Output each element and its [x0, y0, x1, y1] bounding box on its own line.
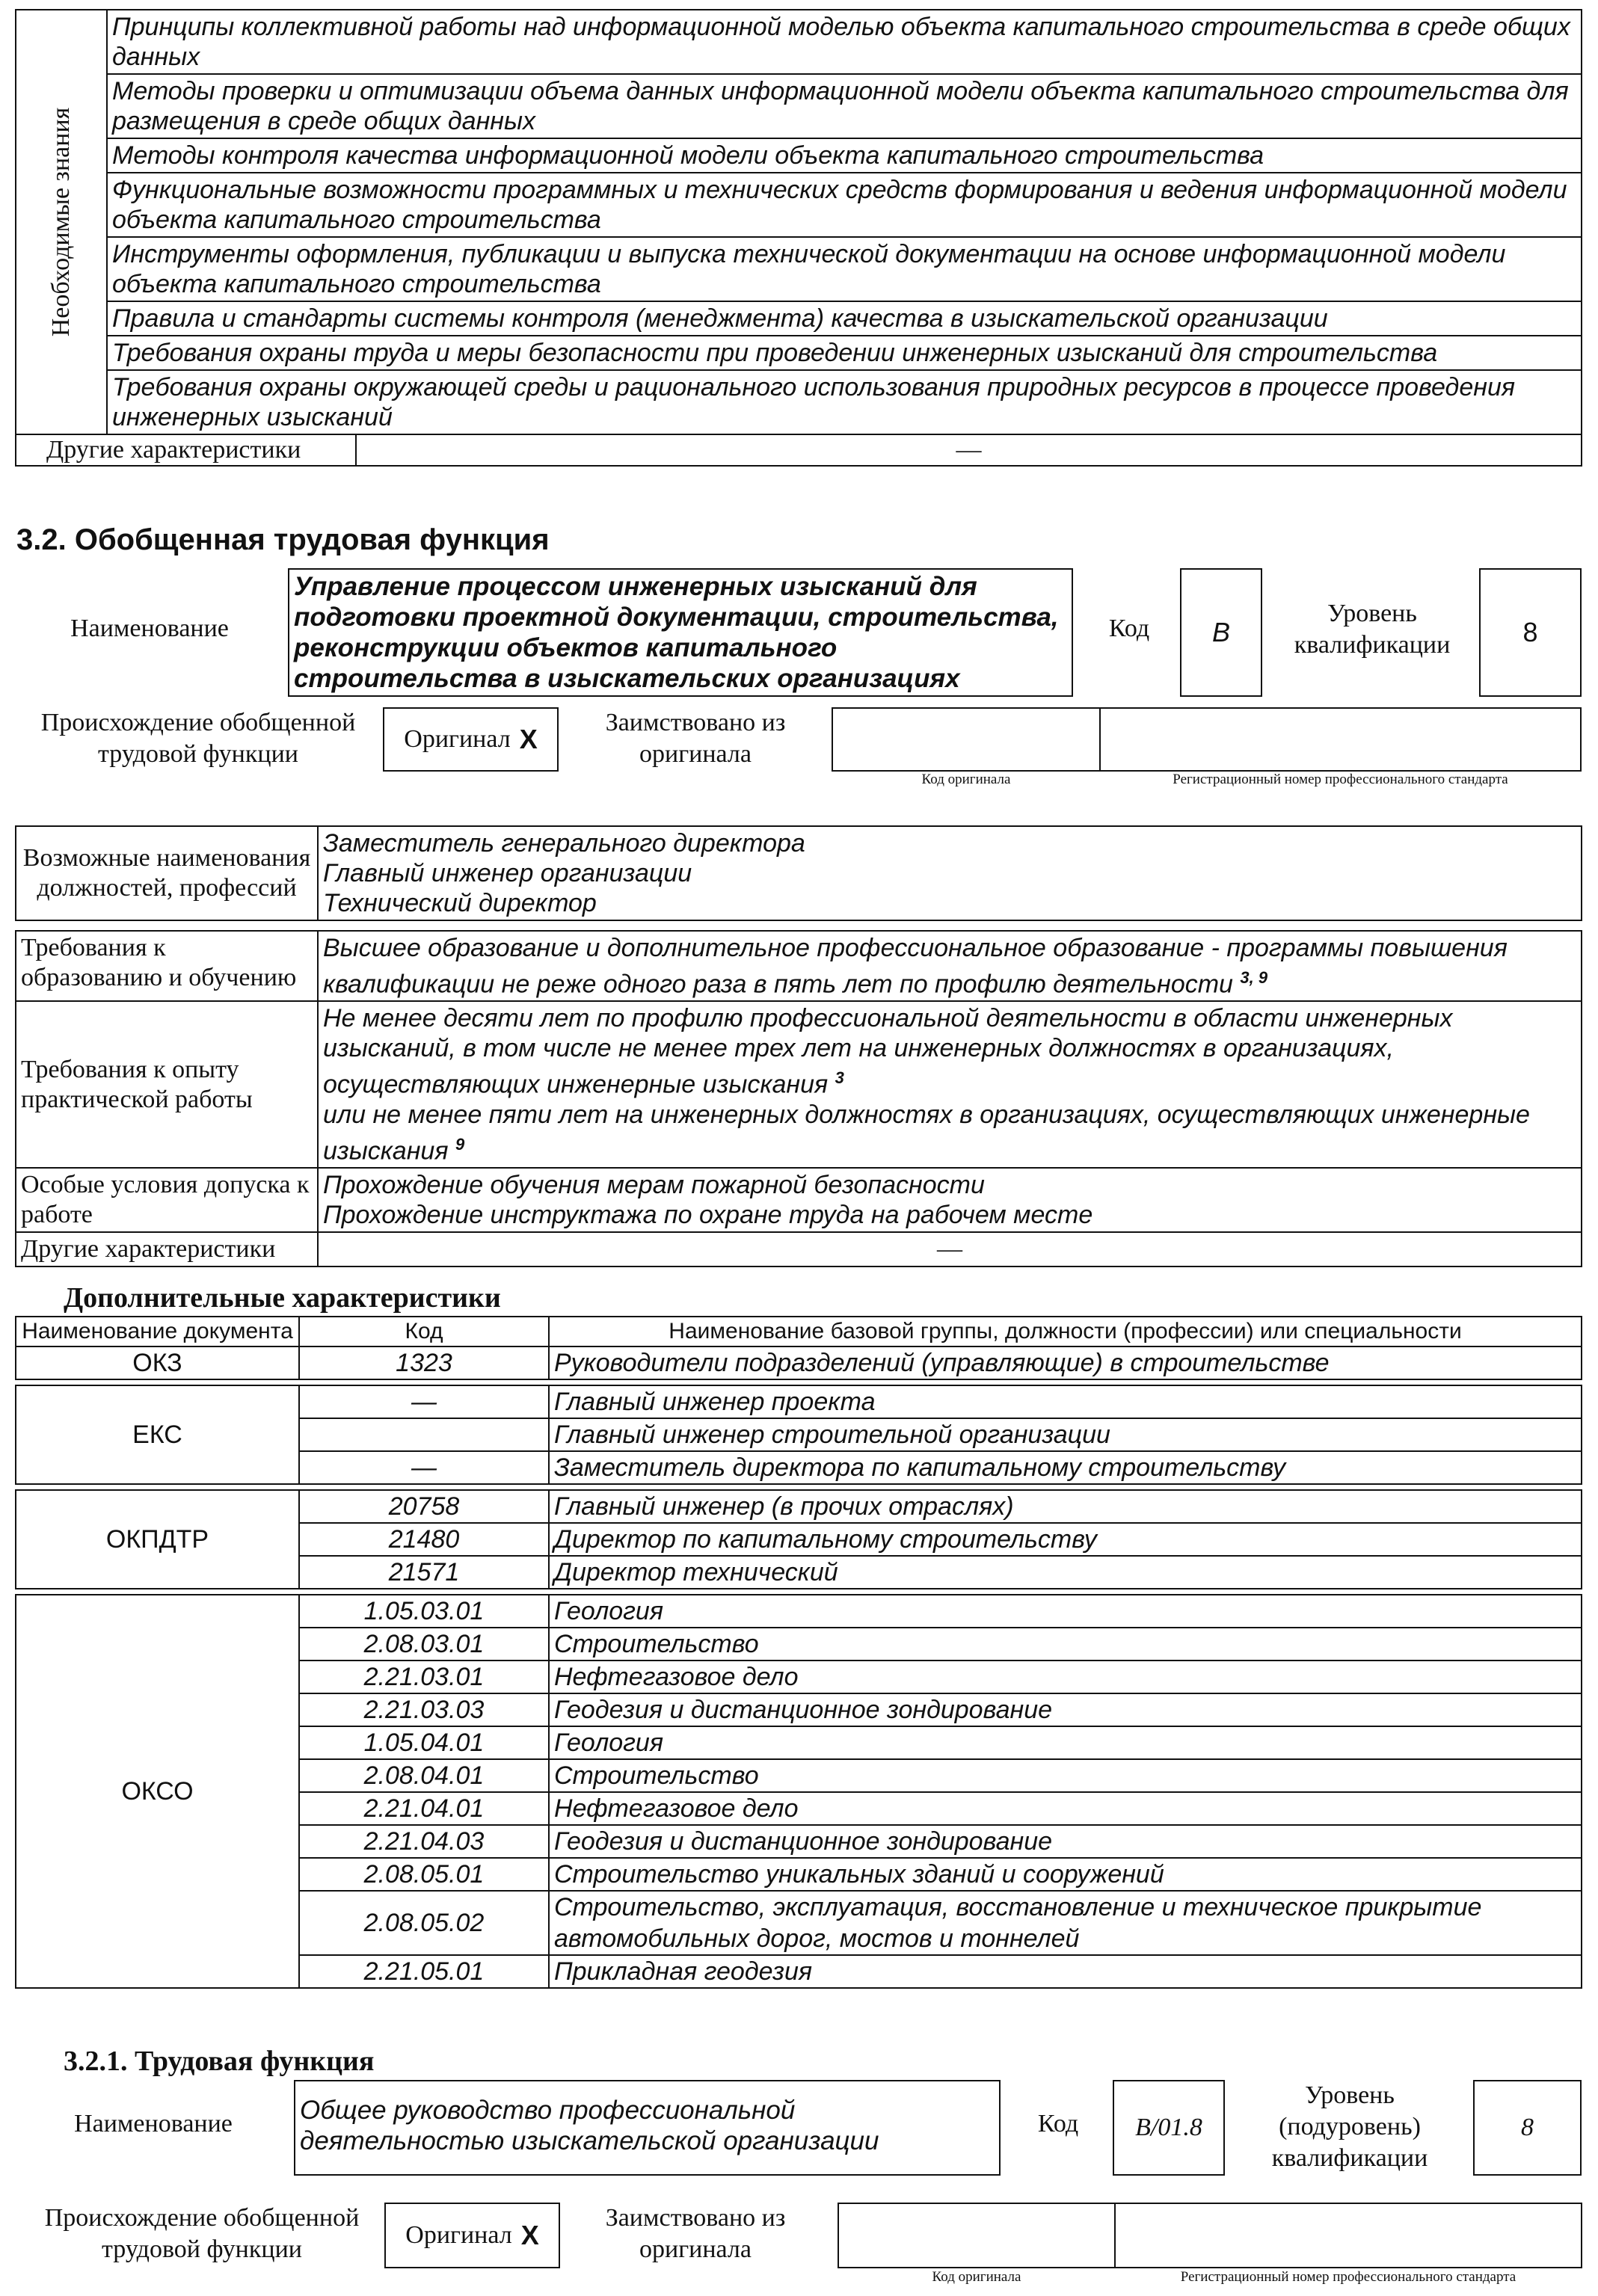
name-cell: Нефтегазовое дело	[549, 1661, 1582, 1693]
name-cell: Прикладная геодезия	[549, 1955, 1582, 1988]
positions-values	[318, 826, 1582, 920]
position-item: Главный инженер организации	[323, 859, 692, 887]
positions-label: Возможные наименования должностей, профессий	[16, 826, 318, 920]
gtf-code-label: Код	[1108, 615, 1150, 642]
req-other-label: Другие характеристики	[16, 1232, 318, 1267]
gtf-original-mark: X	[519, 724, 538, 754]
knowledge-other-label: Другие характеристики	[16, 435, 357, 465]
knowledge-side-label: Необходимые знания	[47, 107, 75, 337]
doc-cell: ОКПДТР	[16, 1490, 299, 1589]
table-row	[16, 931, 1582, 1001]
tf-original-label: Оригинал	[405, 2221, 512, 2249]
tf-borrowed-label: Заимствовано из оригинала	[605, 2204, 786, 2263]
name-cell: Строительство уникальных зданий и сооружений	[549, 1858, 1582, 1891]
group-gap-cell	[16, 1484, 1582, 1490]
code-cell: 2.21.03.03	[299, 1693, 549, 1726]
knowledge-item: Функциональные возможности программных и технических средств формирования и ведения информационной модели объекта капитального строительства	[107, 173, 1582, 237]
knowledge-item: Методы контроля качества информационной модели объекта капитального строительства	[107, 138, 1582, 173]
extra-body	[16, 1346, 1582, 1988]
doc-cell: ОКСО	[16, 1595, 299, 1988]
gtf-heading: 3.2. Обобщенная трудовая функция	[16, 523, 550, 556]
name-cell: Геология	[549, 1726, 1582, 1759]
knowledge-side-cell	[16, 10, 107, 434]
code-cell: —	[299, 1451, 549, 1484]
table-row	[16, 336, 1582, 370]
experience-cell	[318, 1001, 1582, 1168]
col-doc-header: Наименование документа	[16, 1317, 299, 1346]
name-cell: Геодезия и дистанционное зондирование	[549, 1693, 1582, 1726]
special-item: Прохождение обучения мерам пожарной безопасности	[323, 1170, 985, 1199]
table-row	[16, 1595, 1582, 1628]
table-row	[16, 173, 1582, 237]
tf-origin-label: Происхождение обобщенной трудовой функции	[44, 2204, 360, 2263]
knowledge-item: Инструменты оформления, публикации и выпуска технической документации на основе информационной модели объекта капитального строительства	[107, 237, 1582, 301]
group-gap	[16, 1589, 1582, 1595]
code-cell: 2.08.05.02	[299, 1891, 549, 1955]
position-item: Технический директор	[323, 889, 597, 917]
code-cell	[299, 1418, 549, 1451]
requirements-table	[15, 930, 1582, 1267]
table-row	[16, 1168, 1582, 1232]
tf-heading: 3.2.1. Трудовая функция	[64, 2046, 375, 2077]
position-item: Заместитель генерального директора	[323, 829, 805, 858]
gtf-orig-code-box	[832, 707, 1101, 772]
name-cell: Директор технический	[549, 1556, 1582, 1589]
gtf-name-value: Управление процессом инженерных изысканий для подготовки проектной документации, строительства, реконструкции объектов капитального строительства в изыскательских организациях	[288, 568, 1073, 697]
knowledge-other-row	[16, 434, 1582, 466]
name-cell: Строительство	[549, 1759, 1582, 1792]
code-cell: —	[299, 1385, 549, 1418]
table-row	[16, 434, 1582, 466]
tf-level-value: 8	[1473, 2080, 1582, 2176]
education-label: Требования к образованию и обучению	[16, 931, 318, 1001]
table-row	[16, 826, 1582, 920]
code-cell: 1.05.04.01	[299, 1726, 549, 1759]
table-row	[16, 1346, 1582, 1379]
name-cell: Строительство, эксплуатация, восстановление и техническое прикрытие автомобильных дорог, мостов и тоннелей	[549, 1891, 1582, 1955]
group-gap-cell	[16, 1379, 1582, 1385]
gtf-orig-code-caption: Код оригинала	[921, 772, 1011, 787]
education-value: Высшее образование и дополнительное профессиональное образование - программы повышения квалификации не реже одного раза в пять лет по профилю деятельности	[323, 934, 1508, 999]
code-cell: 21571	[299, 1556, 549, 1589]
name-cell: Строительство	[549, 1628, 1582, 1661]
tf-name-value: Общее руководство профессиональной деятельностью изыскательской организации	[294, 2080, 1001, 2176]
tf-reg-num-caption: Регистрационный номер профессионального стандарта	[1180, 2269, 1516, 2285]
name-cell: Руководители подразделений (управляющие) в строительстве	[549, 1346, 1582, 1379]
gtf-level-value: 8	[1479, 568, 1582, 697]
table-row	[16, 237, 1582, 301]
table-row	[16, 1001, 1582, 1168]
special-label: Особые условия допуска к работе	[16, 1168, 318, 1232]
table-row	[16, 1490, 1582, 1523]
education-cell	[318, 931, 1582, 1001]
knowledge-item: Требования охраны окружающей среды и рационального использования природных ресурсов в процессе проведения инженерных изысканий	[107, 370, 1582, 434]
name-cell: Главный инженер строительной организации	[549, 1418, 1582, 1451]
name-cell: Геодезия и дистанционное зондирование	[549, 1825, 1582, 1858]
knowledge-other-value: —	[956, 436, 982, 464]
gtf-reg-num-caption: Регистрационный номер профессионального стандарта	[1173, 772, 1508, 787]
tf-code-value: B/01.8	[1113, 2080, 1225, 2176]
positions-table	[15, 825, 1582, 921]
group-gap	[16, 1484, 1582, 1490]
gtf-reg-num-box	[1099, 707, 1582, 772]
name-cell: Главный инженер проекта	[549, 1385, 1582, 1418]
code-cell: 2.21.03.01	[299, 1661, 549, 1693]
group-gap	[16, 1379, 1582, 1385]
group-gap-cell	[16, 1589, 1582, 1595]
table-row	[16, 138, 1582, 173]
special-cell	[318, 1168, 1582, 1232]
name-cell: Директор по капитальному строительству	[549, 1523, 1582, 1556]
table-row	[16, 301, 1582, 336]
table-row	[16, 74, 1582, 138]
special-item: Прохождение инструктажа по охране труда на рабочем месте	[323, 1200, 1093, 1229]
code-cell: 2.08.03.01	[299, 1628, 549, 1661]
gtf-level-label: Уровень квалификации	[1294, 600, 1451, 659]
gtf-origin-label: Происхождение обобщенной трудовой функции	[40, 709, 356, 768]
name-cell: Заместитель директора по капитальному строительству	[549, 1451, 1582, 1484]
code-cell: 2.21.04.01	[299, 1792, 549, 1825]
experience-note-1: 3	[835, 1068, 844, 1088]
code-cell: 2.08.05.01	[299, 1858, 549, 1891]
knowledge-item: Требования охраны труда и меры безопасности при проведении инженерных изысканий для строительства	[107, 336, 1582, 370]
gtf-name-label: Наименование	[70, 615, 229, 642]
gtf-borrowed-label: Заимствовано из оригинала	[605, 709, 786, 768]
table-row	[16, 1385, 1582, 1418]
gtf-original-label: Оригинал	[404, 725, 511, 753]
gtf-code-value: B	[1180, 568, 1262, 697]
code-cell: 2.08.04.01	[299, 1759, 549, 1792]
knowledge-table	[15, 9, 1582, 467]
extra-table	[15, 1316, 1582, 1989]
table-row	[16, 1232, 1582, 1267]
code-cell: 1323	[299, 1346, 549, 1379]
doc-cell: ОКЗ	[16, 1346, 299, 1379]
experience-value-2: или не менее пяти лет на инженерных должностях в организациях, осуществляющих инженерные изыскания	[323, 1100, 1530, 1165]
col-code-header: Код	[299, 1317, 549, 1346]
tf-original-mark: X	[520, 2220, 539, 2250]
tf-reg-num-box	[1114, 2203, 1582, 2268]
code-cell: 21480	[299, 1523, 549, 1556]
gtf-original-box	[383, 707, 559, 772]
tf-orig-code-caption: Код оригинала	[932, 2269, 1021, 2285]
table-row	[16, 370, 1582, 434]
tf-orig-code-box	[838, 2203, 1116, 2268]
knowledge-item: Принципы коллективной работы над информационной моделью объекта капитального строительства в среде общих данных	[107, 10, 1582, 74]
col-name-header: Наименование базовой группы, должности (профессии) или специальности	[549, 1317, 1582, 1346]
table-row	[16, 10, 1582, 74]
tf-level-label: Уровень (подуровень) квалификации	[1271, 2081, 1428, 2172]
name-cell: Нефтегазовое дело	[549, 1792, 1582, 1825]
experience-label: Требования к опыту практической работы	[16, 1001, 318, 1168]
tf-name-label: Наименование	[74, 2110, 233, 2138]
experience-value-1: Не менее десяти лет по профилю профессиональной деятельности в области инженерных изысканий, в том числе не менее трех лет на инженерных должностях в организациях, осуществляющих инженерные изыскания	[323, 1004, 1453, 1099]
experience-note-2: 9	[455, 1134, 465, 1154]
code-cell: 2.21.05.01	[299, 1955, 549, 1988]
knowledge-item: Методы проверки и оптимизации объема данных информационной модели объекта капитального строительства для размещения в среде общих данных	[107, 74, 1582, 138]
code-cell: 1.05.03.01	[299, 1595, 549, 1628]
doc-cell: ЕКС	[16, 1385, 299, 1484]
code-cell: 2.21.04.03	[299, 1825, 549, 1858]
name-cell: Геология	[549, 1595, 1582, 1628]
knowledge-item: Правила и стандарты системы контроля (менеджмента) качества в изыскательской организации	[107, 301, 1582, 336]
tf-code-label: Код	[1037, 2110, 1079, 2138]
education-notes: 3, 9	[1240, 968, 1268, 987]
name-cell: Главный инженер (в прочих отраслях)	[549, 1490, 1582, 1523]
req-other-value: —	[318, 1232, 1582, 1267]
tf-original-box	[384, 2203, 560, 2268]
table-header-row	[16, 1317, 1582, 1346]
code-cell: 20758	[299, 1490, 549, 1523]
extra-heading: Дополнительные характеристики	[64, 1282, 501, 1314]
